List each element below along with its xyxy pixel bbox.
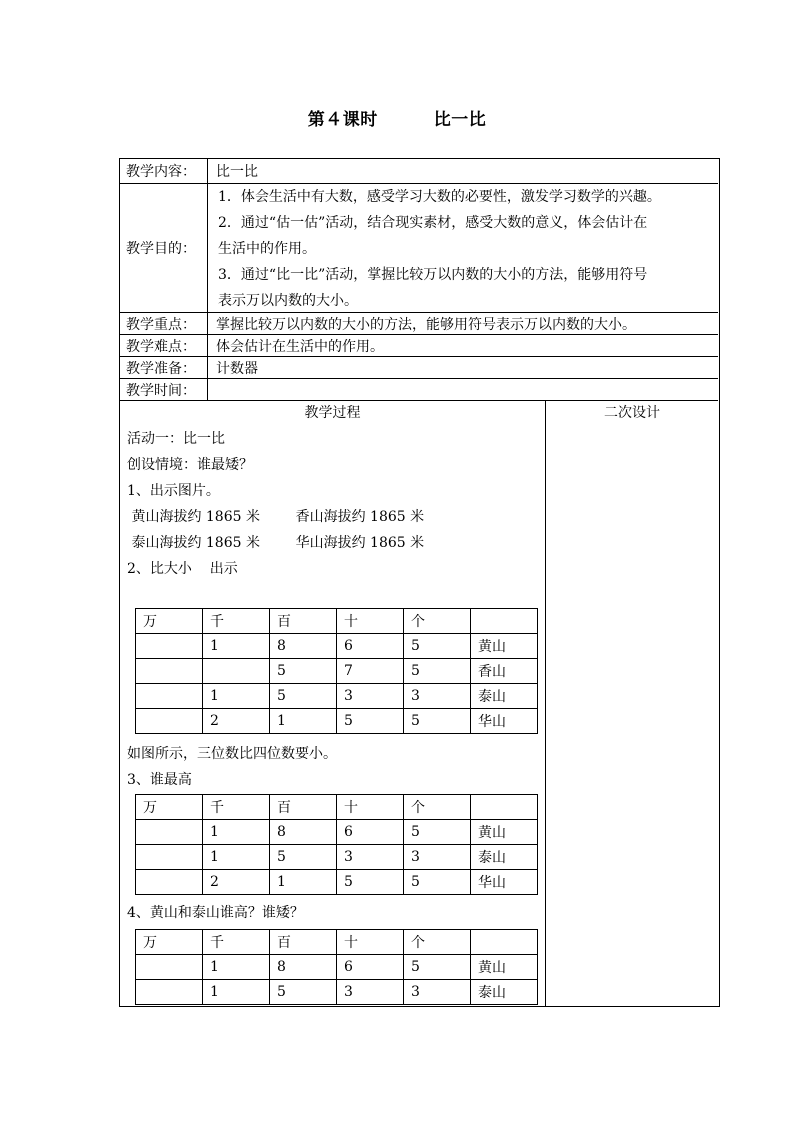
header-cell: 个 <box>404 609 471 634</box>
table-cell <box>136 659 203 684</box>
table-cell: 6 <box>337 820 404 845</box>
header-cell <box>471 795 538 820</box>
header-cell <box>471 930 538 955</box>
table-cell: 3 <box>404 845 471 870</box>
difficulty-row <box>120 335 718 357</box>
table-cell <box>136 870 203 895</box>
table-cell: 5 <box>404 709 471 734</box>
table-cell: 1 <box>203 845 270 870</box>
place-value-table-3 <box>135 929 538 1005</box>
table-cell: 5 <box>404 955 471 980</box>
header-cell: 万 <box>136 795 203 820</box>
prep-row <box>120 357 718 379</box>
table-cell: 泰山 <box>471 980 538 1005</box>
header-cell: 万 <box>136 609 203 634</box>
table-cell: 1 <box>203 820 270 845</box>
table-cell: 1 <box>203 684 270 709</box>
table-header-row <box>136 930 538 955</box>
lesson-name: 比一比 <box>433 110 487 130</box>
step-2: 2、比大小 出示 <box>127 561 238 577</box>
table-cell: 泰山 <box>471 684 538 709</box>
content-label: 教学内容： <box>120 159 208 183</box>
goal-line-4: 3．通过“比一比”活动，掌握比较万以内数的大小的方法，能够用符号 <box>218 267 648 283</box>
column-divider <box>545 401 546 1006</box>
table-header-row <box>136 795 538 820</box>
mountains-line-1: 黄山海拔约 1865 米 香山海拔约 1865 米 <box>127 509 425 525</box>
lesson-number: 第４课时 <box>307 110 378 130</box>
goal-row <box>120 184 718 313</box>
table-cell: 5 <box>404 634 471 659</box>
table-row <box>136 820 538 845</box>
header-cell: 个 <box>404 795 471 820</box>
table-cell: 7 <box>337 659 404 684</box>
step-1: 1、出示图片。 <box>127 483 220 499</box>
table-cell: 8 <box>270 820 337 845</box>
process-header: 教学过程 <box>304 405 361 421</box>
table-cell: 黄山 <box>471 955 538 980</box>
table-cell: 3 <box>404 684 471 709</box>
key-label: 教学重点： <box>120 313 208 334</box>
activity-title: 活动一：比一比 <box>127 431 225 447</box>
scenario-text: 创设情境：谁最矮？ <box>127 457 253 473</box>
table-row <box>136 659 538 684</box>
table-cell: 8 <box>270 634 337 659</box>
table-cell: 1 <box>203 634 270 659</box>
prep-label: 教学准备： <box>120 357 208 378</box>
prep-value: 计数器 <box>216 360 258 377</box>
time-row <box>120 379 718 401</box>
table-cell: 5 <box>404 870 471 895</box>
content-row <box>120 159 718 184</box>
table-cell <box>203 659 270 684</box>
table-cell: 5 <box>270 980 337 1005</box>
table-row <box>136 684 538 709</box>
table-row <box>136 634 538 659</box>
table-cell: 华山 <box>471 870 538 895</box>
header-cell: 千 <box>203 795 270 820</box>
step-3: 3、谁最高 <box>127 772 192 788</box>
header-cell: 千 <box>203 930 270 955</box>
table-cell <box>136 845 203 870</box>
header-cell: 百 <box>270 795 337 820</box>
table-row <box>136 980 538 1005</box>
table-cell: 8 <box>270 955 337 980</box>
goal-label: 教学目的： <box>120 184 208 312</box>
lesson-plan-table <box>119 158 720 1007</box>
teaching-process-section <box>120 401 718 1006</box>
table-cell: 1 <box>203 955 270 980</box>
table-cell <box>136 980 203 1005</box>
table-cell: 6 <box>337 634 404 659</box>
second-design-header: 二次设计 <box>604 405 660 421</box>
table-cell: 5 <box>270 659 337 684</box>
header-cell: 千 <box>203 609 270 634</box>
key-row <box>120 313 718 335</box>
table-cell: 5 <box>404 659 471 684</box>
place-value-table-1 <box>135 608 538 734</box>
table-cell: 3 <box>337 684 404 709</box>
table-cell: 5 <box>270 845 337 870</box>
header-cell: 十 <box>337 609 404 634</box>
header-cell: 十 <box>337 795 404 820</box>
table-cell: 2 <box>203 709 270 734</box>
table-cell: 3 <box>337 845 404 870</box>
page-title <box>0 105 794 130</box>
goal-line-2: 2．通过“估一估”活动，结合现实素材，感受大数的意义，体会估计在 <box>218 215 648 231</box>
table-cell: 6 <box>337 955 404 980</box>
mountains-line-2: 泰山海拔约 1865 米 华山海拔约 1865 米 <box>127 535 425 551</box>
table-cell: 5 <box>404 820 471 845</box>
header-cell: 个 <box>404 930 471 955</box>
table-cell: 5 <box>270 684 337 709</box>
table-cell: 3 <box>337 980 404 1005</box>
table-row <box>136 870 538 895</box>
key-value: 掌握比较万以内数的大小的方法，能够用符号表示万以内数的大小。 <box>216 316 636 333</box>
table-cell: 3 <box>404 980 471 1005</box>
goal-line-3: 生活中的作用。 <box>218 241 316 257</box>
header-cell: 万 <box>136 930 203 955</box>
header-cell: 百 <box>270 609 337 634</box>
comparison-note: 如图所示，三位数比四位数要小。 <box>127 746 337 762</box>
table-cell <box>136 634 203 659</box>
table-cell: 1 <box>203 980 270 1005</box>
time-label: 教学时间： <box>120 379 208 400</box>
header-cell: 百 <box>270 930 337 955</box>
table-header-row <box>136 609 538 634</box>
table-cell: 1 <box>270 709 337 734</box>
table-cell <box>136 684 203 709</box>
time-value <box>210 379 718 400</box>
table-cell <box>136 820 203 845</box>
table-cell: 5 <box>337 870 404 895</box>
table-cell: 5 <box>337 709 404 734</box>
header-cell: 十 <box>337 930 404 955</box>
table-cell: 黄山 <box>471 634 538 659</box>
table-cell: 香山 <box>471 659 538 684</box>
table-cell: 2 <box>203 870 270 895</box>
goal-line-1: 1．体会生活中有大数，感受学习大数的必要性，激发学习数学的兴趣。 <box>218 189 661 205</box>
table-row <box>136 845 538 870</box>
table-cell: 1 <box>270 870 337 895</box>
table-cell <box>136 709 203 734</box>
content-value: 比一比 <box>216 164 258 180</box>
goal-line-5: 表示万以内数的大小。 <box>218 293 358 309</box>
header-cell <box>471 609 538 634</box>
table-row <box>136 955 538 980</box>
difficulty-value: 体会估计在生活中的作用。 <box>216 338 384 355</box>
step-4: 4、黄山和泰山谁高？谁矮？ <box>127 905 304 921</box>
table-cell <box>136 955 203 980</box>
difficulty-label: 教学难点： <box>120 335 208 356</box>
table-cell: 华山 <box>471 709 538 734</box>
place-value-table-2 <box>135 794 538 895</box>
table-cell: 泰山 <box>471 845 538 870</box>
table-cell: 黄山 <box>471 820 538 845</box>
table-row <box>136 709 538 734</box>
